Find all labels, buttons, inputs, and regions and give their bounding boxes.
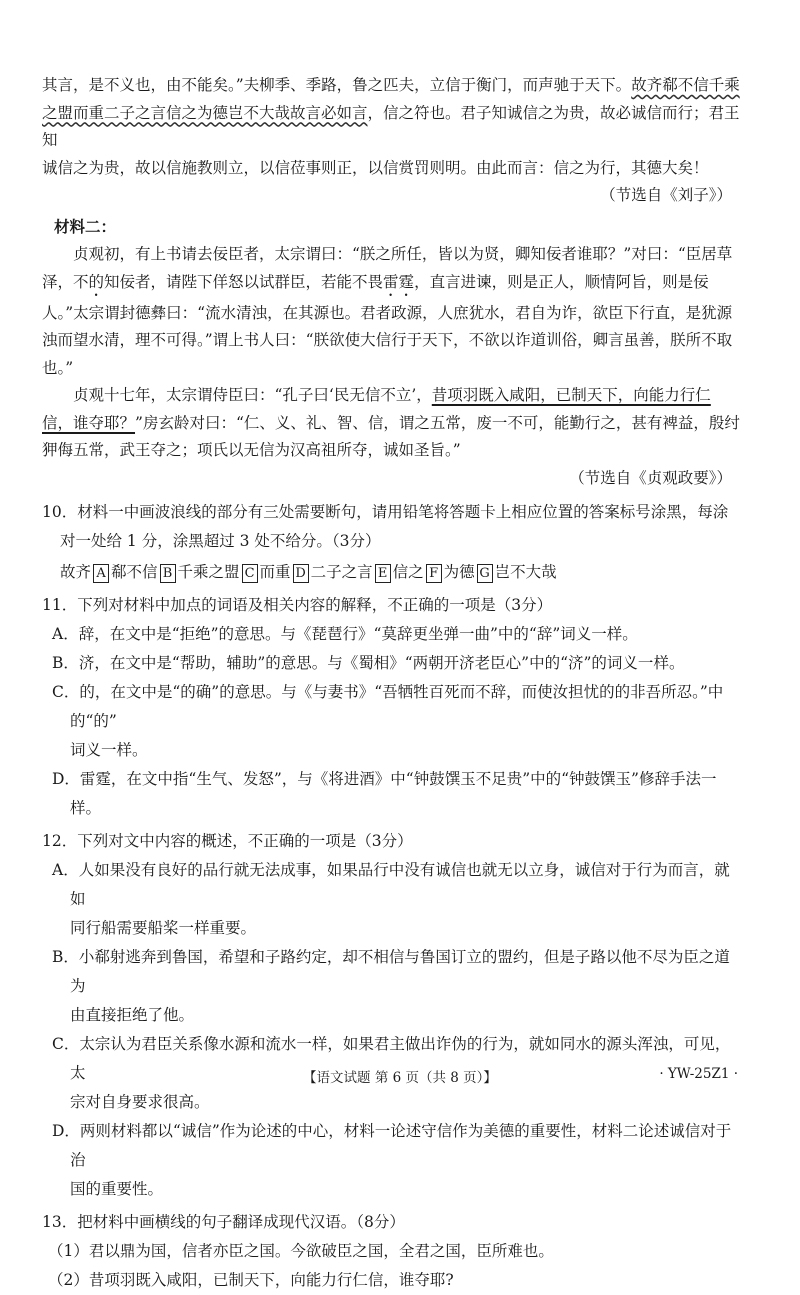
material1-source: （节选自《刘子》）	[600, 186, 732, 204]
segment: 千乘之盟	[177, 563, 240, 581]
material2-source: （节选自《贞观政要》）	[569, 468, 732, 487]
question-13-sentence-1: （1）君以鼎为国，信者亦臣之国。今欲破臣之国，全君之国，臣所难也。	[48, 1242, 554, 1260]
question-10-stem: 10．材料一中画波浪线的部分有三处需要断句，请用铅笔将答题卡上相应位置的答案标号涂黑，每涂对一处给 1 分，涂黑超过 3 处不给分。（3分）	[42, 503, 729, 550]
question-12-option-c-cont: 宗对自身要求很高。	[70, 1093, 210, 1111]
material1-text: ，信之符也。君子知诚信之为贵，故必诚信而行；君王知	[42, 103, 740, 149]
question-10-segments	[42, 558, 740, 587]
question-11-stem: 11．下列对材料中加点的词语及相关内容的解释，不正确的一项是（3分）	[42, 596, 553, 614]
segment: 岂不大哉	[494, 563, 557, 581]
question-12-stem: 12．下列对文中内容的概述，不正确的一项是（3分）	[42, 832, 413, 850]
question-12-option-b-cont: 由直接拒绝了他。	[70, 1006, 195, 1024]
material1-line2	[42, 100, 740, 155]
question-12-option-b[interactable]: B．小郗射逃奔到鲁国，希望和子路约定，却不相信与鲁国订立的盟约，但是子路以他不尽为臣之道为	[52, 948, 730, 995]
question-12-option-a[interactable]: A．人如果没有良好的品行就无法成事，如果品行中没有诚信也就无以立身，诚信对于行为而言，就如	[52, 861, 730, 908]
material1-line1	[42, 72, 740, 100]
question-11-option-c-cont: 词义一样。	[70, 741, 148, 759]
underlined-sentence: 昔项羽既入咸阳，已制天下，向能力行仁信，谁夺耶？	[42, 386, 711, 432]
material2-text: ，直言进谏，则是正人，顺情阿旨，则是佞人。”太宗谓封德彝曰：“流水清浊，在其源也。君者政源，人庶犹水，君自为诈，欲臣下行直，是犹源浊而望水清，理不可得。”谓上书人曰：“朕欲使大信行于天下，不欲以诈道训俗，卿言虽善，朕所不取也。”	[42, 272, 733, 377]
answer-box-b[interactable]: B	[160, 564, 176, 583]
answer-box-c[interactable]: C	[242, 564, 258, 583]
segment: 为德	[443, 563, 475, 581]
answer-box-a[interactable]: A	[93, 564, 109, 583]
material2-text: 知佞者，请陛下佯怒以试群臣，若能不畏	[104, 272, 384, 291]
answer-box-g[interactable]: G	[477, 564, 493, 583]
material2-paragraph-2	[42, 382, 740, 465]
material1-text: 其言，是不义也，由不能矣。”夫柳季、季路，鲁之匹夫，立信于衡门，而声驰于天下。	[42, 76, 632, 94]
question-11-option-c[interactable]: C．的，在文中是“的确”的意思。与《与妻书》“吾牺牲百死而不辞，而使汝担忧的的非吾所忍。”中的“的”	[52, 683, 724, 730]
question-11-option-d[interactable]: D．雷霆，在文中指“生气、发怒”，与《将进酒》中“钟鼓馔玉不足贵”中的“钟鼓馔玉”修辞手法一样。	[52, 770, 717, 817]
segment: 二子之言	[310, 563, 373, 581]
wavy-underline-text: 之盟而重二子之言信之为德岂不大哉故言必如言	[42, 103, 368, 122]
material1-line3: 诚信之为贵，故以信施教则立，以信莅事则正，以信赏罚则明。由此而言：信之为行，其德大矣！	[42, 158, 709, 177]
answer-box-f[interactable]: F	[426, 564, 442, 583]
wavy-underline-text: 故齐郗不信千乘	[631, 76, 740, 94]
material2-heading: 材料二：	[54, 217, 117, 236]
question-13-stem: 13．把材料中画横线的句子翻译成现代汉语。（8分）	[42, 1213, 405, 1231]
material2-text: 贞观初，有上书请去佞臣者，太宗谓曰：“朕之所任，皆以为贤，卿知佞者谁耶？”对曰：“臣居草泽，不	[42, 245, 733, 291]
segment: 郗不信	[111, 563, 158, 581]
question-11	[42, 591, 740, 823]
question-12-option-d-cont: 国的重要性。	[70, 1180, 164, 1198]
question-12-option-d[interactable]: D．两则材料都以“诚信”作为论述的中心，材料一论述守信作为美德的重要性，材料二论述诚信对于治	[52, 1122, 732, 1169]
material2-text: ”房玄龄对曰：“仁、义、礼、智、信，谓之五常，废一不可，能勤行之，甚有裨益，殷纣狎侮五常，武王夺之；项氏以无信为汉高祖所夺，诚如圣旨。”	[42, 413, 740, 459]
page-number: 【语文试题 第 6 页（共 8 页）】	[303, 1070, 497, 1086]
material2-text: 贞观十七年，太宗谓侍臣曰：“孔子曰‘民无信不立’，	[73, 386, 432, 404]
segment: 故齐	[60, 563, 92, 581]
question-12-option-c[interactable]: C．太宗认为君臣关系像水源和流水一样，如果君主做出诈伪的行为，就如同水的源头浑浊，可见，太	[52, 1035, 731, 1082]
segment: 而重	[259, 563, 291, 581]
exam-code: · YW-25Z1 ·	[659, 1066, 738, 1082]
dotted-word-de: 的	[88, 272, 105, 291]
answer-box-d[interactable]: D	[293, 564, 309, 583]
question-12	[42, 827, 740, 1204]
question-13-sentence-2: （2）昔项羽既入咸阳，已制天下，向能力行仁信，谁夺耶?	[48, 1271, 454, 1289]
dotted-word-leiting: 雷霆	[383, 272, 415, 291]
question-10	[42, 498, 740, 587]
question-11-option-b[interactable]: B．济，在文中是“帮助，辅助”的意思。与《蜀相》“两朝开济老臣心”中的“济”的词义一样。	[52, 654, 685, 672]
question-12-option-a-cont: 同行船需要船桨一样重要。	[70, 919, 257, 937]
material2-paragraph-1	[42, 241, 740, 382]
answer-box-e[interactable]: E	[375, 564, 391, 583]
question-11-option-a[interactable]: A．辞，在文中是“拒绝”的意思。与《琵琶行》“莫辞更坐弹一曲”中的“辞”词义一样。	[52, 625, 638, 643]
question-13	[42, 1208, 740, 1295]
segment: 信之	[392, 563, 424, 581]
